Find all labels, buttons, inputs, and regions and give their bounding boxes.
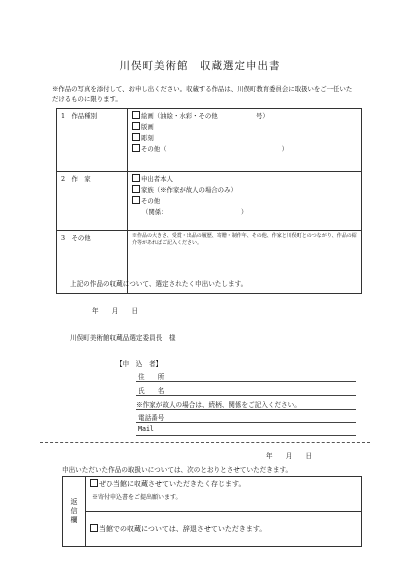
checkbox-icon[interactable]: [132, 111, 140, 119]
option-other-type[interactable]: その他（ ）: [132, 144, 357, 155]
name-label: 氏 名: [138, 387, 165, 395]
reply-option-accept-note: ※寄付申込書をご提出願います。: [92, 494, 182, 501]
relation-input-line[interactable]: [136, 409, 356, 410]
option-other-artist[interactable]: その他: [132, 196, 357, 207]
checkbox-icon[interactable]: [132, 196, 140, 204]
checkbox-icon[interactable]: [132, 185, 140, 193]
address-label: 住 所: [138, 373, 165, 381]
other-details-note: ※作品の大きさ、受賞・出品の履歴、寄贈・制作年、その他、作家と川俣町とのつながり、作品の紹介等があればご記入ください。: [132, 233, 357, 246]
application-table: [56, 108, 362, 294]
application-date: 年 月 日: [92, 307, 139, 315]
submission-notice: ※作品の写真を添付して、お申し出ください。収蔵する作品は、川俣町教育委員会に取扱いをご一任いただけるものに限ります。: [52, 85, 353, 103]
table-row-artwork-type: [57, 109, 362, 172]
relation-field[interactable]: （関係： ）: [142, 208, 248, 216]
option-painting[interactable]: 絵画（油絵・水彩・その他 号）: [132, 111, 357, 122]
option-print[interactable]: 版画: [132, 122, 357, 133]
mail-input-line[interactable]: [136, 435, 356, 436]
checkbox-icon[interactable]: [132, 174, 140, 182]
applicant-heading: 【申 込 者】: [116, 360, 163, 368]
reply-option-decline[interactable]: 当館での収蔵については、辞退させていただきます。: [86, 512, 362, 547]
reply-label: 返信欄: [63, 477, 86, 547]
family-note: ※作家が故人の場合は、続柄、関係をご記入ください。: [136, 401, 301, 409]
application-statement: 上記の作品の収蔵について、選定されたく申出いたします。: [70, 280, 248, 288]
reply-date: 年 月 日: [266, 452, 313, 460]
option-sculpture[interactable]: 彫刻: [132, 133, 357, 144]
table-row-artist: [57, 172, 362, 231]
cut-line: [40, 442, 370, 443]
artwork-type-options: [128, 109, 362, 172]
checkbox-icon[interactable]: [90, 524, 98, 532]
name-input-line[interactable]: [136, 395, 356, 396]
reply-intro: 申出いただいた作品の取扱いについては、次のとおりとさせていただきます。: [62, 466, 293, 474]
address-input-line[interactable]: [136, 381, 356, 382]
artist-options: [128, 172, 362, 231]
row-label-artwork-type: 1 作品種別: [57, 109, 128, 172]
mail-label: Mail: [138, 425, 154, 433]
reply-option-accept[interactable]: ぜひ当館に収蔵させていただきたく存じます。 ※寄付申込書をご提出願います。: [86, 477, 362, 512]
checkbox-icon[interactable]: [132, 122, 140, 130]
option-family[interactable]: 家族（※作家が故人の場合のみ）: [132, 185, 357, 196]
option-self[interactable]: 申出者本人: [132, 174, 357, 185]
checkbox-icon[interactable]: [90, 479, 98, 487]
checkbox-icon[interactable]: [132, 144, 140, 152]
checkbox-icon[interactable]: [132, 133, 140, 141]
row-label-artist: 2 作 家: [57, 172, 128, 231]
phone-label: 電話番号: [138, 414, 165, 422]
phone-input-line[interactable]: [136, 422, 356, 423]
addressee: 川俣町美術館収蔵品選定委員長 様: [70, 334, 176, 342]
reply-table: [62, 476, 362, 547]
row-label-other: 3 その他: [57, 231, 128, 294]
page-title: 川俣町美術館 収蔵選定申出書: [119, 60, 281, 72]
